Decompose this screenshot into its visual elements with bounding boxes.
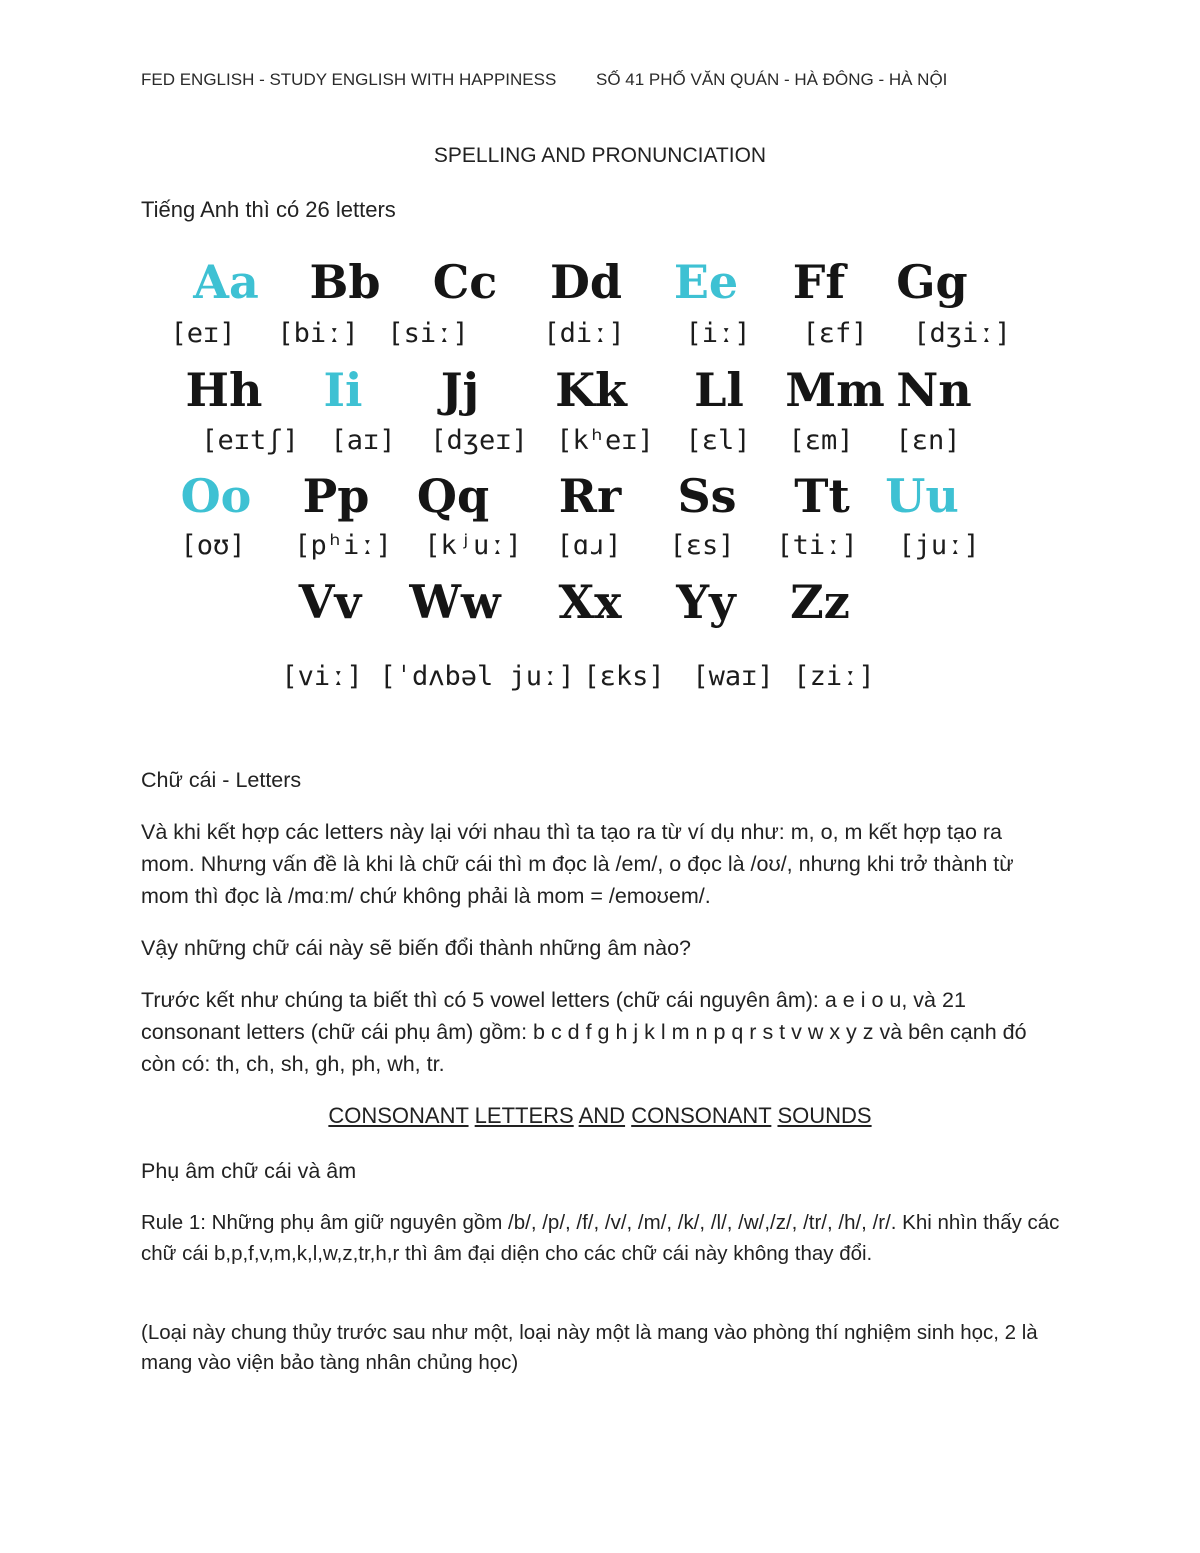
letter-e: Ee [673, 255, 739, 309]
ipa-l: [ɛl] [685, 425, 751, 456]
ipa-e: [iː] [685, 318, 751, 349]
alphabet-row-3 [0, 466, 1200, 526]
alphabet-row-1 [0, 252, 1200, 312]
ipa-j: [dʒeɪ] [430, 425, 528, 456]
header-address: SỐ 41 PHỐ VĂN QUÁN - HÀ ĐÔNG - HÀ NỘI [596, 70, 948, 89]
letters-label: Chữ cái - Letters [141, 768, 302, 792]
ipa-i: [aɪ] [330, 425, 396, 456]
page-header [141, 70, 1061, 94]
ipa-o: [oʊ] [180, 530, 246, 561]
letter-l: Ll [694, 363, 744, 417]
letter-k: Kk [555, 363, 627, 417]
rule-note: (Loại này chung thủy trước sau như một, loại này một là mang vào phòng thí nghiệm sinh học, 2 là mang vào viện bảo tàng nhân chủng học) [141, 1321, 1038, 1374]
ipa-n: [ɛn] [895, 425, 961, 456]
ipa-row-2 [0, 423, 1200, 459]
alphabet-row-4 [0, 572, 1200, 632]
letter-u: Uu [885, 469, 959, 523]
ipa-d: [diː] [543, 318, 625, 349]
letter-b: Bb [309, 255, 381, 309]
letter-p: Pp [302, 469, 370, 523]
letter-z: Zz [790, 575, 850, 629]
letter-d: Dd [549, 255, 623, 309]
letter-j: Jj [440, 363, 480, 417]
letter-q: Qq [416, 469, 490, 523]
ipa-row-1 [0, 316, 1200, 352]
letter-r: Rr [558, 469, 622, 523]
ipa-x: [ɛks] [583, 661, 665, 692]
letter-g: Gg [896, 255, 968, 309]
heading-word: CONSONANT [631, 1103, 772, 1128]
ipa-q: [kʲuː] [424, 530, 522, 561]
ipa-v: [viː] [281, 661, 363, 692]
ipa-y: [waɪ] [692, 661, 774, 692]
letter-c: Cc [432, 255, 498, 309]
ipa-g: [dʒiː] [913, 318, 1011, 349]
ipa-u: [juː] [898, 530, 980, 561]
letter-s: Ss [677, 469, 737, 523]
rule-1: Rule 1: Những phụ âm giữ nguyên gồm /b/, /p/, /f/, /v/, /m/, /k/, /l/, /w/,/z/, /tr/, /h/, /r/. Khi nhìn thấy các chữ cái b,p,f,v,m,k,l,w,z,tr,h,r thì âm đại diện cho các chữ cái này không thay đổi. [141, 1211, 1060, 1265]
letter-t: Tt [794, 469, 850, 523]
heading-word: AND [578, 1103, 626, 1128]
letter-a: Aa [193, 255, 259, 309]
paragraph-combining-letters: Và khi kết hợp các letters này lại với nhau thì ta tạo ra từ ví dụ như: m, o, m kết hợp tạo ra mom. Nhưng vấn đề là khi là chữ cái thì m đọc là /em/, o đọc là /oʊ/, nhưng khi trở thành từ mom thì đọc là /mɑːm/ chứ không phải là mom = /emoʊem/. [141, 820, 1014, 908]
paragraph-question: Vậy những chữ cái này sẽ biến đổi thành những âm nào? [141, 936, 691, 960]
letter-n: Nn [896, 363, 972, 417]
ipa-m: [ɛm] [788, 425, 854, 456]
ipa-s: [ɛs] [669, 530, 735, 561]
heading-word: CONSONANT [328, 1103, 469, 1128]
letter-m: Mm [785, 363, 885, 417]
ipa-c: [siː] [387, 318, 469, 349]
header-school-name: FED ENGLISH - STUDY ENGLISH WITH HAPPINESS [141, 70, 557, 89]
letter-o: Oo [180, 469, 252, 523]
alphabet-row-2 [0, 360, 1200, 420]
letter-f: Ff [792, 255, 846, 309]
letter-x: Xx [558, 575, 622, 629]
heading-word: LETTERS [474, 1103, 574, 1128]
intro-line: Tiếng Anh thì có 26 letters [141, 197, 396, 222]
ipa-t: [tiː] [776, 530, 858, 561]
ipa-a: [eɪ] [170, 318, 236, 349]
paragraph-vowels-consonants: Trước kết như chúng ta biết thì có 5 vowel letters (chữ cái nguyên âm): a e i o u, và 21 consonant letters (chữ cái phụ âm) gồm: b c d f g h j k l m n p q r s t v w x y z và bên cạnh đó còn có: th, ch, sh, gh, ph, wh, tr. [141, 988, 1027, 1076]
letter-h: Hh [185, 363, 263, 417]
section-heading [0, 1103, 1200, 1129]
ipa-row-3 [0, 528, 1200, 564]
ipa-w: [ˈdʌbəl juː] [379, 661, 575, 692]
ipa-b: [biː] [277, 318, 359, 349]
letter-y: Yy [676, 575, 736, 629]
letter-i: Ii [323, 363, 363, 417]
ipa-h: [eɪtʃ] [201, 425, 299, 456]
ipa-r: [ɑɹ] [556, 530, 622, 561]
heading-word: SOUNDS [777, 1103, 872, 1128]
ipa-k: [kʰeɪ] [556, 425, 654, 456]
ipa-p: [pʰiː] [294, 530, 392, 561]
letter-w: Ww [409, 575, 501, 629]
ipa-f: [ɛf] [802, 318, 868, 349]
letter-v: Vv [298, 575, 362, 629]
document-title: SPELLING AND PRONUNCIATION [433, 144, 767, 167]
ipa-z: [ziː] [793, 661, 875, 692]
section-subheading: Phụ âm chữ cái và âm [141, 1159, 357, 1183]
ipa-row-4 [0, 659, 1200, 695]
